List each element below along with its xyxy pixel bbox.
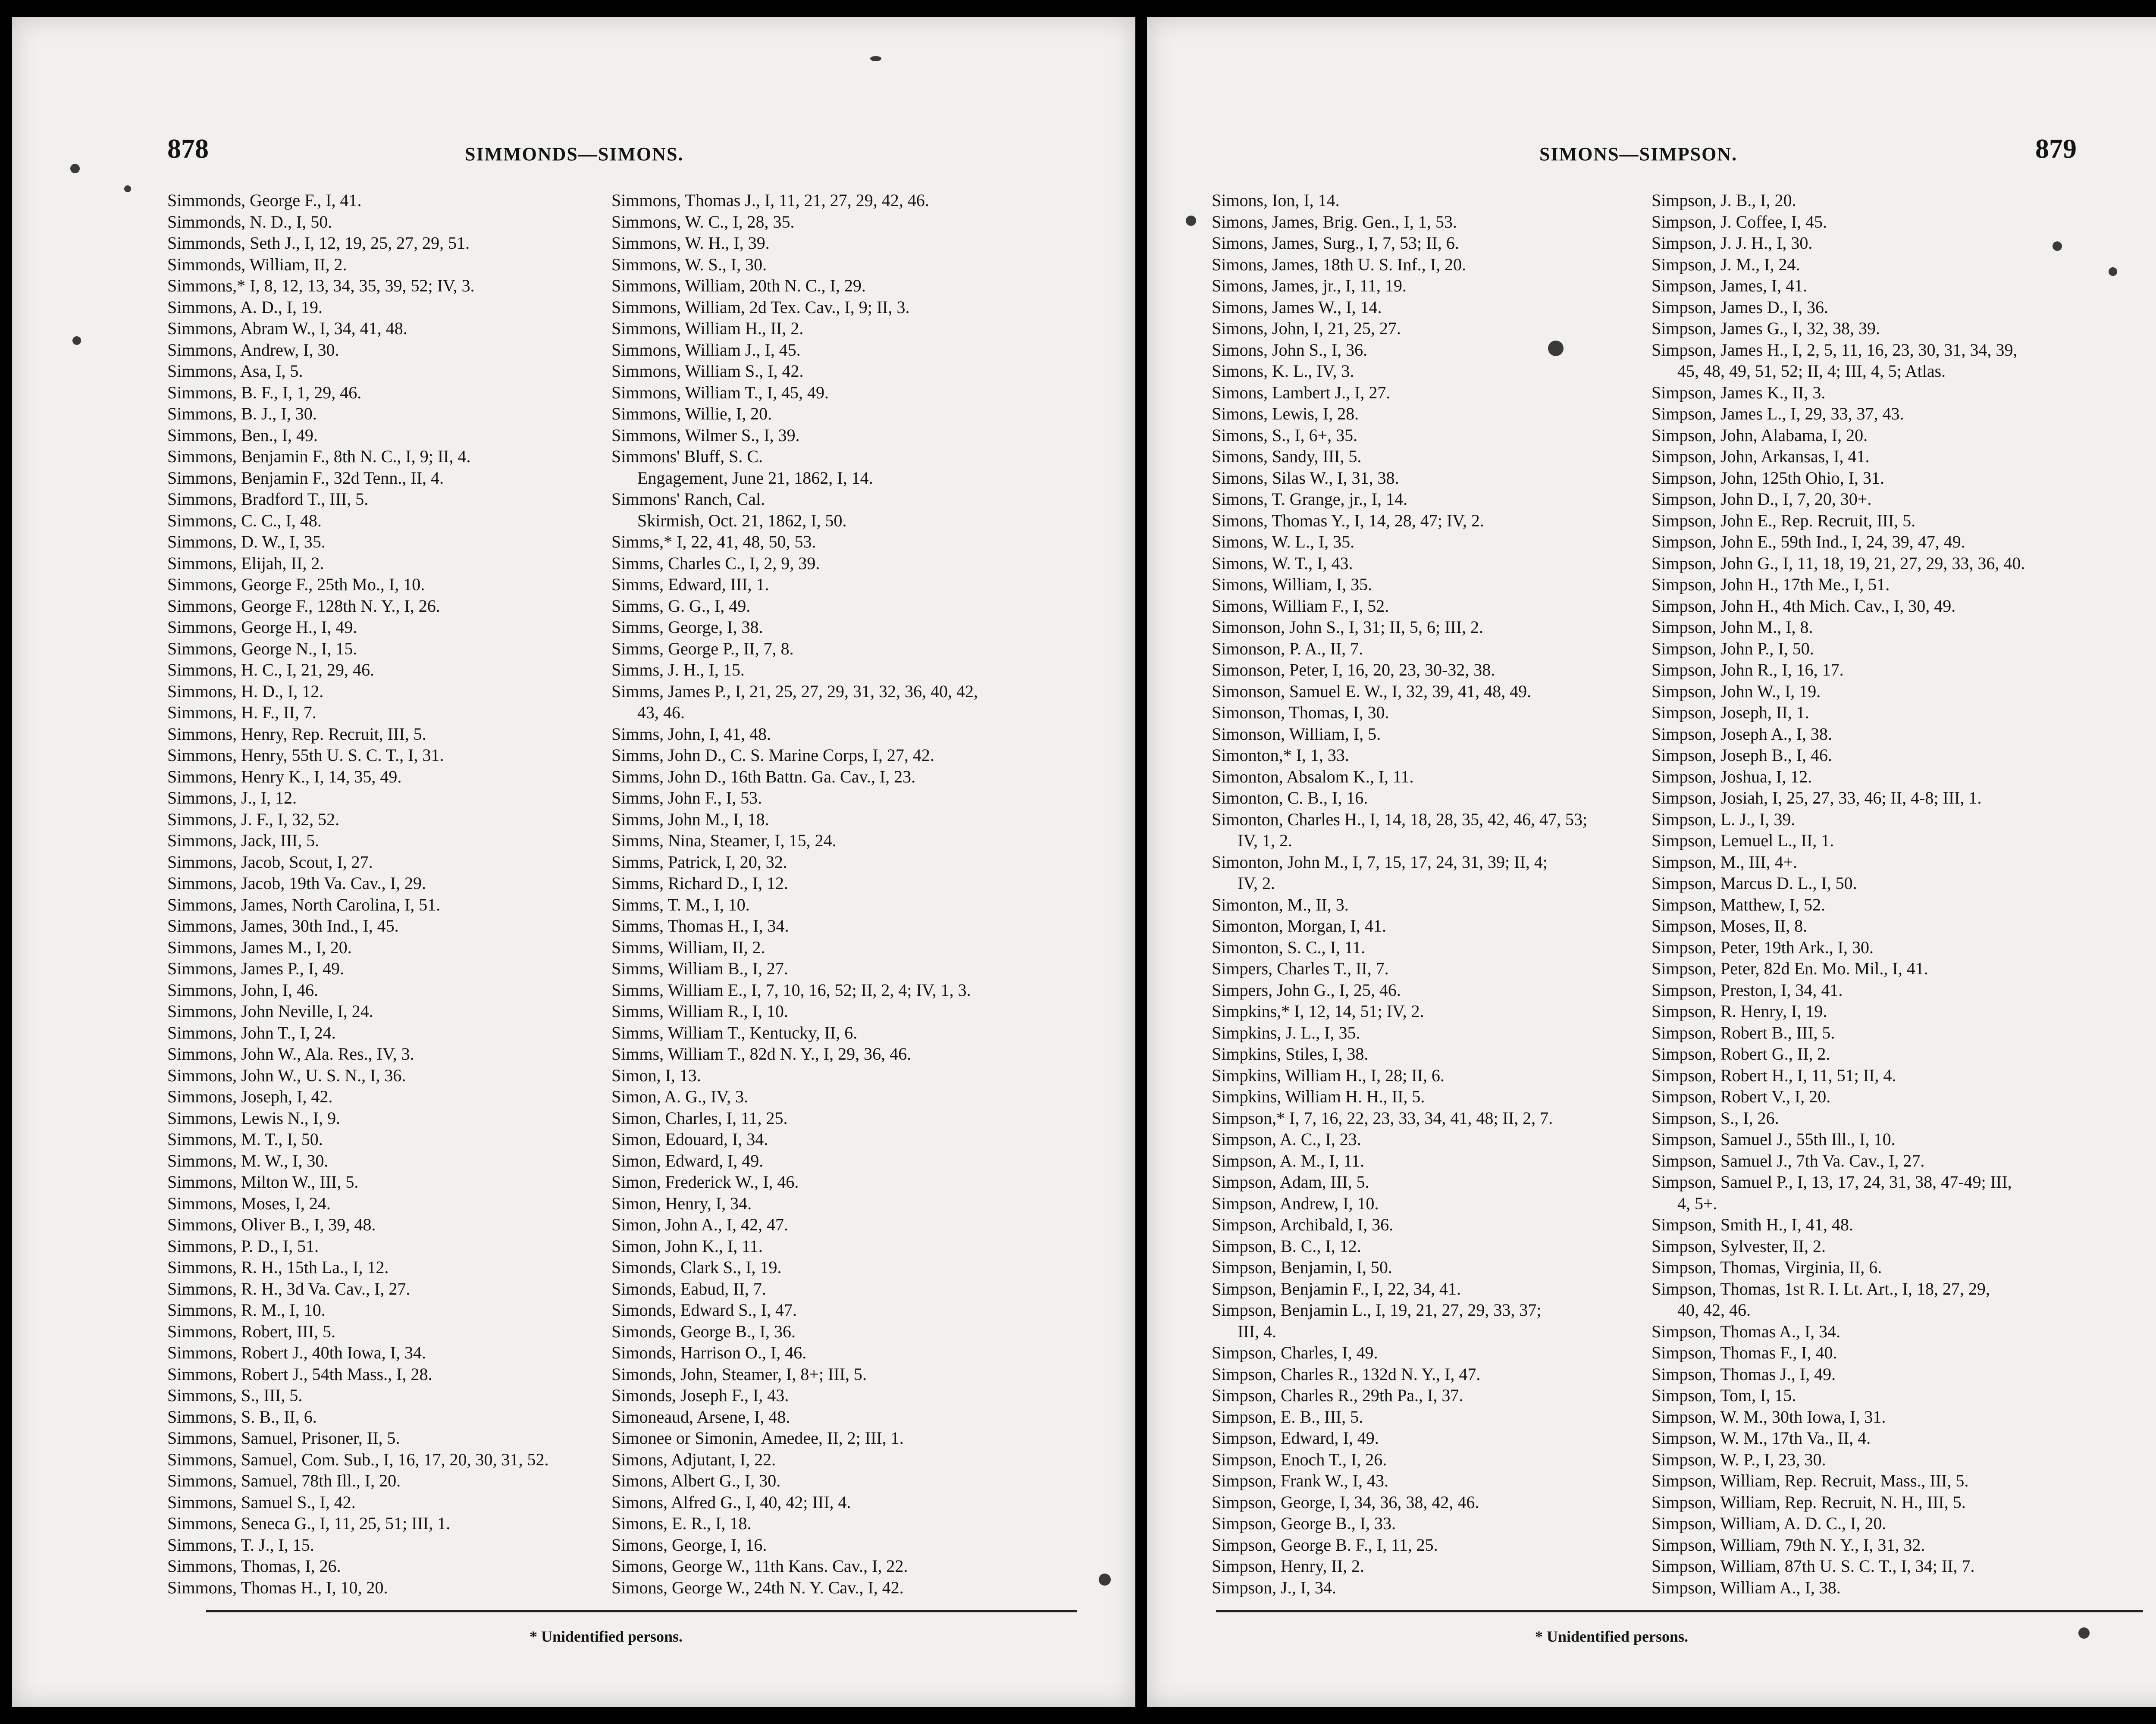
index-entry: Simpson, W. M., 30th Iowa, I, 31.	[1651, 1407, 1886, 1427]
scan-speck	[1099, 1574, 1111, 1586]
index-entry: IV, 2.	[1238, 873, 1275, 893]
index-entry: Simmons, George F., 128th N. Y., I, 26.	[167, 596, 440, 616]
index-entry: Simmons, William J., I, 45.	[611, 340, 801, 360]
index-entry: Simpson, A. C., I, 23.	[1212, 1130, 1361, 1149]
index-entry: Simmons, Thomas, I, 26.	[167, 1556, 341, 1576]
page-header: SIMONS—SIMPSON.	[1539, 144, 1738, 165]
index-entry: Simmons, William S., I, 42.	[611, 361, 804, 381]
index-entry: Simmons, George F., 25th Mo., I, 10.	[167, 575, 425, 594]
index-entry: Simpson, John R., I, 16, 17.	[1651, 660, 1844, 679]
index-entry: Simon, A. G., IV, 3.	[611, 1087, 749, 1106]
index-entry: Simpson, Robert B., III, 5.	[1651, 1023, 1835, 1042]
index-entry: Simonson, Thomas, I, 30.	[1212, 703, 1389, 722]
index-entry: Simpson, Thomas F., I, 40.	[1651, 1343, 1837, 1362]
index-entry: Simpson, J., I, 34.	[1212, 1577, 1336, 1597]
page-number: 879	[2035, 133, 2077, 164]
footer-rule	[206, 1610, 1077, 1612]
index-entry: Simoneaud, Arsene, I, 48.	[611, 1407, 790, 1427]
index-entry: Simpson, George, I, 34, 36, 38, 42, 46.	[1212, 1492, 1479, 1512]
index-entry: 45, 48, 49, 51, 52; II, 4; III, 4, 5; Atlas.	[1677, 361, 1946, 381]
index-entry: Simmons, Willie, I, 20.	[611, 404, 772, 423]
index-entry: Simmons, R. H., 15th La., I, 12.	[167, 1258, 389, 1277]
index-entry: Simon, Charles, I, 11, 25.	[611, 1108, 788, 1128]
index-entry: Simmons, S., III, 5.	[167, 1386, 303, 1405]
index-entry: Simpson, George B. F., I, 11, 25.	[1212, 1535, 1438, 1555]
index-entry: Simpson, Thomas A., I, 34.	[1651, 1321, 1841, 1341]
scan-speck	[2078, 1627, 2090, 1639]
index-entry: Simpson, Charles R., 132d N. Y., I, 47.	[1212, 1364, 1481, 1384]
index-entry: Simpson, Tom, I, 15.	[1651, 1386, 1796, 1405]
index-entry: Simmons, C. C., I, 48.	[167, 510, 322, 530]
index-entry: Simon, I, 13.	[611, 1065, 701, 1085]
index-entry: Simmons, P. D., I, 51.	[167, 1236, 319, 1256]
index-entry: Simpson, Benjamin F., I, 22, 34, 41.	[1212, 1279, 1461, 1298]
index-entry: Simonson, William, I, 5.	[1212, 724, 1381, 744]
index-entry: Simpson, John G., I, 11, 18, 19, 21, 27, 29, 33, 36, 40.	[1651, 553, 2025, 573]
index-entry: Simpson, James D., I, 36.	[1651, 297, 1828, 317]
index-entry: Simmonds, Seth J., I, 12, 19, 25, 27, 29, 51.	[167, 233, 470, 253]
index-entry: Simmons, Henry, Rep. Recruit, III, 5.	[167, 724, 426, 744]
index-entry: Simmons, Seneca G., I, 11, 25, 51; III, 1.	[167, 1514, 451, 1533]
index-entry: Simmons, Samuel, Prisoner, II, 5.	[167, 1428, 400, 1448]
scan-speck	[70, 164, 80, 173]
index-entry: Simons, John, I, 21, 25, 27.	[1212, 319, 1401, 338]
index-entry: Simpson, John P., I, 50.	[1651, 638, 1814, 658]
index-entry: Simons, Sandy, III, 5.	[1212, 447, 1362, 466]
index-entry: Simpson, William, Rep. Recruit, Mass., III, 5.	[1651, 1471, 1969, 1490]
index-entry: Simmons, M. T., I, 50.	[167, 1130, 323, 1149]
index-entry: Simpson, William, 79th N. Y., I, 31, 32.	[1651, 1535, 1925, 1555]
index-entry: Simpson, Charles R., 29th Pa., I, 37.	[1212, 1386, 1463, 1405]
index-entry: Simms, John F., I, 53.	[611, 788, 762, 807]
index-entry: Simmons, William T., I, 45, 49.	[611, 382, 829, 402]
index-entry: Simpson, John E., 59th Ind., I, 24, 39, 47, 49.	[1651, 532, 1965, 551]
index-entry: Simmons, Joseph, I, 42.	[167, 1087, 333, 1106]
index-entry: Simmons, Asa, I, 5.	[167, 361, 303, 381]
index-entry: Simons, James, 18th U. S. Inf., I, 20.	[1212, 254, 1466, 274]
index-entry: Simpson, R. Henry, I, 19.	[1651, 1001, 1827, 1021]
index-entry: Simpson, John W., I, 19.	[1651, 681, 1821, 701]
index-entry: Simmons, Andrew, I, 30.	[167, 340, 339, 360]
index-entry: Simons, George W., 11th Kans. Cav., I, 22.	[611, 1556, 908, 1576]
index-entry: Simmons, Elijah, II, 2.	[167, 553, 324, 573]
index-entry: Simpson, John E., Rep. Recruit, III, 5.	[1651, 510, 1916, 530]
index-entry: Simpson, Adam, III, 5.	[1212, 1172, 1369, 1192]
index-entry: Simonton, M., II, 3.	[1212, 895, 1349, 914]
index-entry: Simmons, Robert J., 54th Mass., I, 28.	[167, 1364, 432, 1384]
index-entry: Simpson, J. Coffee, I, 45.	[1651, 212, 1827, 232]
index-entry: Simpson, Joshua, I, 12.	[1651, 767, 1812, 786]
scan-speck	[1186, 216, 1196, 226]
index-entry: Simmons, T. J., I, 15.	[167, 1535, 314, 1555]
index-entry: Simpers, John G., I, 25, 46.	[1212, 980, 1401, 1000]
index-entry: Simons, Albert G., I, 30.	[611, 1471, 781, 1490]
index-entry: Simonds, Eabud, II, 7.	[611, 1279, 766, 1298]
index-entry: Simmons, W. C., I, 28, 35.	[611, 212, 795, 232]
index-entry: Simms, Edward, III, 1.	[611, 575, 769, 594]
index-entry: Simpson, Marcus D. L., I, 50.	[1651, 873, 1857, 893]
index-entry: Simpson, John H., 4th Mich. Cav., I, 30, 49.	[1651, 596, 1956, 616]
index-entry: Simmons, Wilmer S., I, 39.	[611, 425, 800, 445]
index-entry: Simon, Henry, I, 34.	[611, 1193, 752, 1213]
index-entry: Simpson, M., III, 4+.	[1651, 852, 1798, 872]
index-entry: Simpson, Matthew, I, 52.	[1651, 895, 1825, 914]
index-entry: Simms, William T., 82d N. Y., I, 29, 36, 46.	[611, 1044, 912, 1064]
index-entry: Simons, Adjutant, I, 22.	[611, 1449, 776, 1469]
index-entry: 4, 5+.	[1677, 1193, 1717, 1213]
index-entry: Simmons, H. F., II, 7.	[167, 703, 317, 722]
index-entry: Simpson, Charles, I, 49.	[1212, 1343, 1378, 1362]
index-entry: Simms, Patrick, I, 20, 32.	[611, 852, 787, 872]
index-entry: Simpson, J. J. H., I, 30.	[1651, 233, 1813, 253]
index-entry: Simpson, J. M., I, 24.	[1651, 254, 1800, 274]
index-entry: Simpson, Benjamin L., I, 19, 21, 27, 29, 33, 37;	[1212, 1300, 1542, 1320]
index-entry: Simmons, John Neville, I, 24.	[167, 1001, 373, 1021]
index-entry: Simpson, Joseph B., I, 46.	[1651, 745, 1832, 765]
index-entry: Simpson, W. M., 17th Va., II, 4.	[1651, 1428, 1871, 1448]
index-entry: Simons, S., I, 6+, 35.	[1212, 425, 1358, 445]
index-entry: Simpson, William A., I, 38.	[1651, 1577, 1841, 1597]
index-entry: Simons, John S., I, 36.	[1212, 340, 1368, 360]
index-entry: Simpson, John, Alabama, I, 20.	[1651, 425, 1868, 445]
index-entry: Simmons, Benjamin F., 32d Tenn., II, 4.	[167, 468, 444, 488]
index-entry: Simmons, William H., II, 2.	[611, 319, 804, 338]
index-entry: Simon, John K., I, 11.	[611, 1236, 763, 1256]
index-entry: Simmons, Robert, III, 5.	[167, 1321, 335, 1341]
index-column-2	[1651, 190, 2156, 1598]
index-entry: Simms, James P., I, 21, 25, 27, 29, 31, 32, 36, 40, 42,	[611, 681, 978, 701]
index-entry: 40, 42, 46.	[1677, 1300, 1751, 1320]
index-entry: Simpson, B. C., I, 12.	[1212, 1236, 1361, 1256]
index-entry: Simpson, James, I, 41.	[1651, 276, 1808, 295]
index-entry: Simmons, John T., I, 24.	[167, 1023, 336, 1042]
index-entry: Simpson, Frank W., I, 43.	[1212, 1471, 1389, 1490]
index-entry: Simmons, Lewis N., I, 9.	[167, 1108, 341, 1128]
index-entry: Simmons, Samuel S., I, 42.	[167, 1492, 356, 1512]
index-entry: Simmons, John W., U. S. N., I, 36.	[167, 1065, 406, 1085]
index-entry: Simons, Silas W., I, 31, 38.	[1212, 468, 1399, 488]
index-entry: Simmons, William, 2d Tex. Cav., I, 9; II, 3.	[611, 297, 910, 317]
footnote: * Unidentified persons.	[530, 1628, 683, 1645]
index-entry: Simms, George, I, 38.	[611, 617, 763, 637]
index-entry: Simmons, Oliver B., I, 39, 48.	[167, 1215, 376, 1234]
index-entry: Simons, Alfred G., I, 40, 42; III, 4.	[611, 1492, 851, 1512]
index-entry: Simpers, Charles T., II, 7.	[1212, 959, 1389, 978]
index-entry: Simonee or Simonin, Amedee, II, 2; III, 1.	[611, 1428, 904, 1448]
index-entry: Simpson, A. M., I, 11.	[1212, 1151, 1365, 1170]
index-entry: Simpson, Sylvester, II, 2.	[1651, 1236, 1826, 1256]
index-entry: Simms, William, II, 2.	[611, 937, 765, 957]
index-entry: Simmons' Ranch, Cal.	[611, 489, 765, 509]
index-entry: Simmons, Jacob, Scout, I, 27.	[167, 852, 373, 872]
index-entry: Simmons, B. J., I, 30.	[167, 404, 317, 423]
index-entry: Simpson, James L., I, 29, 33, 37, 43.	[1651, 404, 1904, 423]
index-entry: Simmons, William, 20th N. C., I, 29.	[611, 276, 866, 295]
index-entry: Simpson, L. J., I, 39.	[1651, 809, 1796, 829]
index-entry: Simms, William B., I, 27.	[611, 959, 788, 978]
index-entry: Simpson, Robert V., I, 20.	[1651, 1087, 1831, 1106]
index-entry: Simmons, James P., I, 49.	[167, 959, 345, 978]
index-entry: Simonton,* I, 1, 33.	[1212, 745, 1349, 765]
index-entry: Simmons, J., I, 12.	[167, 788, 297, 807]
index-entry: Simpson, Peter, 19th Ark., I, 30.	[1651, 937, 1874, 957]
index-entry: Simmons, W. S., I, 30.	[611, 254, 767, 274]
index-entry: Simpson, Lemuel L., II, 1.	[1651, 831, 1834, 850]
index-entry: Simpson, John, Arkansas, I, 41.	[1651, 447, 1870, 466]
index-entry: Simmons, Jack, III, 5.	[167, 831, 320, 850]
index-entry: Simms, John D., C. S. Marine Corps, I, 27, 42.	[611, 745, 934, 765]
index-entry: Simms, G. G., I, 49.	[611, 596, 751, 616]
index-entry: Simpson, Henry, II, 2.	[1212, 1556, 1365, 1576]
index-entry: Simpson, Samuel P., I, 13, 17, 24, 31, 38, 47-49; III,	[1651, 1172, 2012, 1192]
index-entry: Simon, Frederick W., I, 46.	[611, 1172, 799, 1192]
right-page	[1147, 17, 2156, 1707]
index-entry: 43, 46.	[637, 703, 685, 722]
index-entry: Simpson, Robert H., I, 11, 51; II, 4.	[1651, 1065, 1896, 1085]
index-entry: Simons, Ion, I, 14.	[1212, 191, 1340, 210]
index-entry: Simms, John M., I, 18.	[611, 809, 769, 829]
index-entry: Simmons, Benjamin F., 8th N. C., I, 9; II, 4.	[167, 447, 471, 466]
index-entry: Simpson, James H., I, 2, 5, 11, 16, 23, 30, 31, 34, 39,	[1651, 340, 2018, 360]
index-entry: Simonds, Harrison O., I, 46.	[611, 1343, 807, 1362]
index-entry: Simpson, James K., II, 3.	[1651, 382, 1826, 402]
index-entry: Simons, W. T., I, 43.	[1212, 553, 1353, 573]
index-entry: Simmons, George N., I, 15.	[167, 638, 357, 658]
index-entry: Simms, T. M., I, 10.	[611, 895, 750, 914]
index-entry: Simpson, J. B., I, 20.	[1651, 191, 1796, 210]
index-entry: Simms, John D., 16th Battn. Ga. Cav., I, 23.	[611, 767, 916, 786]
index-entry: Simpson, Smith H., I, 41, 48.	[1651, 1215, 1853, 1234]
index-entry: Simms, John, I, 41, 48.	[611, 724, 771, 744]
index-entry: Simpson, E. B., III, 5.	[1212, 1407, 1363, 1427]
index-entry: Simpkins,* I, 12, 14, 51; IV, 2.	[1212, 1001, 1424, 1021]
footer-rule	[1216, 1610, 2143, 1612]
index-entry: Simpkins, William H. H., II, 5.	[1212, 1087, 1425, 1106]
index-entry: Simmonds, William, II, 2.	[167, 254, 347, 274]
index-entry: Simmons, Samuel, 78th Ill., I, 20.	[167, 1471, 401, 1490]
index-entry: Simpson, John M., I, 8.	[1651, 617, 1813, 637]
index-entry: Simms, George P., II, 7, 8.	[611, 638, 794, 658]
scan-speck	[870, 56, 881, 61]
index-entry: Simpson, Archibald, I, 36.	[1212, 1215, 1394, 1234]
index-entry: Simonton, Absalom K., I, 11.	[1212, 767, 1414, 786]
index-entry: IV, 1, 2.	[1238, 831, 1293, 850]
index-entry: Simpson, Benjamin, I, 50.	[1212, 1258, 1392, 1277]
index-entry: Simmons, Thomas H., I, 10, 20.	[167, 1577, 388, 1597]
index-entry: Simonton, C. B., I, 16.	[1212, 788, 1368, 807]
index-entry: Simmons, James, North Carolina, I, 51.	[167, 895, 441, 914]
index-entry: Simons, Lewis, I, 28.	[1212, 404, 1359, 423]
index-entry: Simmons, Abram W., I, 34, 41, 48.	[167, 319, 407, 338]
index-entry: Simmons, Bradford T., III, 5.	[167, 489, 369, 509]
index-entry: Simpson, John H., 17th Me., I, 51.	[1651, 575, 1890, 594]
index-entry: Simpson, Edward, I, 49.	[1212, 1428, 1379, 1448]
index-entry: Simmons, H. D., I, 12.	[167, 681, 324, 701]
index-entry: Simonton, Morgan, I, 41.	[1212, 916, 1386, 936]
index-entry: Simmons, H. C., I, 21, 29, 46.	[167, 660, 375, 679]
index-entry: Simmons, Robert J., 40th Iowa, I, 34.	[167, 1343, 426, 1362]
index-entry: Simons, W. L., I, 35.	[1212, 532, 1355, 551]
index-column-1	[167, 190, 603, 1598]
index-entry: Simms, Nina, Steamer, I, 15, 24.	[611, 831, 837, 850]
index-entry: Simon, John A., I, 42, 47.	[611, 1215, 789, 1234]
scan-speck	[2053, 241, 2062, 251]
index-entry: Simons, K. L., IV, 3.	[1212, 361, 1354, 381]
index-entry: Simmons, S. B., II, 6.	[167, 1407, 317, 1427]
index-entry: Simms, Charles C., I, 2, 9, 39.	[611, 553, 820, 573]
index-entry: Simmons,* I, 8, 12, 13, 34, 35, 39, 52; IV, 3.	[167, 276, 475, 295]
index-entry: Simms,* I, 22, 41, 48, 50, 53.	[611, 532, 816, 551]
index-entry: Simmons, R. M., I, 10.	[167, 1300, 326, 1320]
index-entry: Simonds, Clark S., I, 19.	[611, 1258, 782, 1277]
index-entry: Simons, George, I, 16.	[611, 1535, 767, 1555]
scan-speck	[72, 336, 81, 345]
index-entry: Simmons, Jacob, 19th Va. Cav., I, 29.	[167, 873, 426, 893]
index-entry: Simpkins, Stiles, I, 38.	[1212, 1044, 1369, 1064]
index-entry: Simmons, Henry, 55th U. S. C. T., I, 31.	[167, 745, 444, 765]
index-entry: Simonds, Edward S., I, 47.	[611, 1300, 797, 1320]
index-entry: Simons, Thomas Y., I, 14, 28, 47; IV, 2.	[1212, 510, 1484, 530]
index-entry: Simpson, William, 87th U. S. C. T., I, 34; II, 7.	[1651, 1556, 1975, 1576]
index-entry: Simmons, Moses, I, 24.	[167, 1193, 331, 1213]
footnote: * Unidentified persons.	[1535, 1628, 1689, 1645]
index-entry: Simms, William E., I, 7, 10, 16, 52; II, 2, 4; IV, 1, 3.	[611, 980, 971, 1000]
index-entry: Simmons, A. D., I, 19.	[167, 297, 323, 317]
index-entry: Simpson, Joseph A., I, 38.	[1651, 724, 1832, 744]
index-entry: Skirmish, Oct. 21, 1862, I, 50.	[637, 510, 847, 530]
index-entry: Simons, William F., I, 52.	[1212, 596, 1389, 616]
index-entry: Simms, Thomas H., I, 34.	[611, 916, 789, 936]
page-number: 878	[167, 133, 209, 164]
index-entry: Simms, J. H., I, 15.	[611, 660, 745, 679]
index-entry: Simpson, George B., I, 33.	[1212, 1514, 1396, 1533]
index-entry: Simpson, Moses, II, 8.	[1651, 916, 1808, 936]
index-entry: Simon, Edouard, I, 34.	[611, 1130, 768, 1149]
index-entry: Simmons, Samuel, Com. Sub., I, 16, 17, 20, 30, 31, 52.	[167, 1449, 549, 1469]
index-entry: Simonson, Samuel E. W., I, 32, 39, 41, 48, 49.	[1212, 681, 1532, 701]
index-entry: Engagement, June 21, 1862, I, 14.	[637, 468, 873, 488]
index-entry: Simpson, Thomas, Virginia, II, 6.	[1651, 1258, 1882, 1277]
index-entry: Simmons, Thomas J., I, 11, 21, 27, 29, 42, 46.	[611, 191, 929, 210]
index-entry: Simons, James, jr., I, 11, 19.	[1212, 276, 1407, 295]
index-entry: Simons, George W., 24th N. Y. Cav., I, 42.	[611, 1577, 904, 1597]
index-entry: Simons, James, Surg., I, 7, 53; II, 6.	[1212, 233, 1459, 253]
index-entry: III, 4.	[1238, 1321, 1276, 1341]
index-entry: Simpson, Josiah, I, 25, 27, 33, 46; II, 4-8; III, 1.	[1651, 788, 1982, 807]
index-entry: Simpkins, J. L., I, 35.	[1212, 1023, 1360, 1042]
index-entry: Simmons, R. H., 3d Va. Cav., I, 27.	[167, 1279, 411, 1298]
index-entry: Simons, Lambert J., I, 27.	[1212, 382, 1391, 402]
index-entry: Simpson, Samuel J., 7th Va. Cav., I, 27.	[1651, 1151, 1925, 1170]
index-entry: Simpson, James G., I, 32, 38, 39.	[1651, 319, 1880, 338]
index-entry: Simmons, John W., Ala. Res., IV, 3.	[167, 1044, 414, 1064]
left-page	[12, 17, 1135, 1707]
index-entry: Simpson, S., I, 26.	[1651, 1108, 1779, 1128]
index-entry: Simpson, Preston, I, 34, 41.	[1651, 980, 1843, 1000]
index-entry: Simmonds, George F., I, 41.	[167, 191, 362, 210]
index-entry: Simmons, D. W., I, 35.	[167, 532, 326, 551]
index-entry: Simpson, John D., I, 7, 20, 30+.	[1651, 489, 1872, 509]
index-entry: Simpson, John, 125th Ohio, I, 31.	[1651, 468, 1885, 488]
index-entry: Simonds, George B., I, 36.	[611, 1321, 796, 1341]
scan-speck	[1548, 341, 1564, 356]
index-entry: Simonson, Peter, I, 16, 20, 23, 30-32, 38.	[1212, 660, 1495, 679]
scan-speck	[124, 185, 131, 192]
index-entry: Simmons, Ben., I, 49.	[167, 425, 318, 445]
index-entry: Simpson, Samuel J., 55th Ill., I, 10.	[1651, 1130, 1896, 1149]
index-entry: Simonton, S. C., I, 11.	[1212, 937, 1366, 957]
page-header: SIMMONDS—SIMONS.	[465, 144, 684, 165]
index-entry: Simpson, Thomas J., I, 49.	[1651, 1364, 1836, 1384]
index-entry: Simonds, Joseph F., I, 43.	[611, 1386, 789, 1405]
index-entry: Simmons, John, I, 46.	[167, 980, 319, 1000]
index-entry: Simpson, Thomas, 1st R. I. Lt. Art., I, 18, 27, 29,	[1651, 1279, 1990, 1298]
index-column-2	[611, 190, 1107, 1598]
index-entry: Simon, Edward, I, 49.	[611, 1151, 764, 1170]
index-entry: Simonson, P. A., II, 7.	[1212, 638, 1363, 658]
index-entry: Simpson, Andrew, I, 10.	[1212, 1193, 1379, 1213]
index-entry: Simpson, Peter, 82d En. Mo. Mil., I, 41.	[1651, 959, 1928, 978]
index-entry: Simms, William R., I, 10.	[611, 1001, 788, 1021]
index-entry: Simons, William, I, 35.	[1212, 575, 1373, 594]
index-entry: Simons, E. R., I, 18.	[611, 1514, 752, 1533]
index-entry: Simonton, Charles H., I, 14, 18, 28, 35, 42, 46, 47, 53;	[1212, 809, 1588, 829]
index-entry: Simpson, Joseph, II, 1.	[1651, 703, 1809, 722]
index-entry: Simmons, James M., I, 20.	[167, 937, 352, 957]
index-entry: Simpson, Enoch T., I, 26.	[1212, 1449, 1387, 1469]
index-entry: Simonson, John S., I, 31; II, 5, 6; III, 2.	[1212, 617, 1483, 637]
index-entry: Simonds, John, Steamer, I, 8+; III, 5.	[611, 1364, 867, 1384]
index-entry: Simpson, W. P., I, 23, 30.	[1651, 1449, 1826, 1469]
index-entry: Simpson,* I, 7, 16, 22, 23, 33, 34, 41, 48; II, 2, 7.	[1212, 1108, 1553, 1128]
index-entry: Simmons' Bluff, S. C.	[611, 447, 763, 466]
index-entry: Simmons, W. H., I, 39.	[611, 233, 770, 253]
index-entry: Simms, William T., Kentucky, II, 6.	[611, 1023, 858, 1042]
index-entry: Simmons, J. F., I, 32, 52.	[167, 809, 340, 829]
index-entry: Simpson, William, A. D. C., I, 20.	[1651, 1514, 1887, 1533]
index-entry: Simmons, Henry K., I, 14, 35, 49.	[167, 767, 402, 786]
index-entry: Simmonds, N. D., I, 50.	[167, 212, 332, 232]
index-entry: Simpson, Robert G., II, 2.	[1651, 1044, 1830, 1064]
index-entry: Simmons, James, 30th Ind., I, 45.	[167, 916, 399, 936]
index-entry: Simpson, William, Rep. Recruit, N. H., III, 5.	[1651, 1492, 1966, 1512]
scan-speck	[2109, 267, 2117, 276]
index-entry: Simons, T. Grange, jr., I, 14.	[1212, 489, 1408, 509]
index-entry: Simms, Richard D., I, 12.	[611, 873, 788, 893]
index-entry: Simmons, Milton W., III, 5.	[167, 1172, 359, 1192]
index-entry: Simonton, John M., I, 7, 15, 17, 24, 31, 39; II, 4;	[1212, 852, 1548, 872]
index-entry: Simpkins, William H., I, 28; II, 6.	[1212, 1065, 1445, 1085]
index-entry: Simmons, George H., I, 49.	[167, 617, 357, 637]
index-entry: Simons, James, Brig. Gen., I, 1, 53.	[1212, 212, 1457, 232]
index-entry: Simmons, B. F., I, 1, 29, 46.	[167, 382, 362, 402]
index-entry: Simons, James W., I, 14.	[1212, 297, 1382, 317]
index-entry: Simmons, M. W., I, 30.	[167, 1151, 329, 1170]
